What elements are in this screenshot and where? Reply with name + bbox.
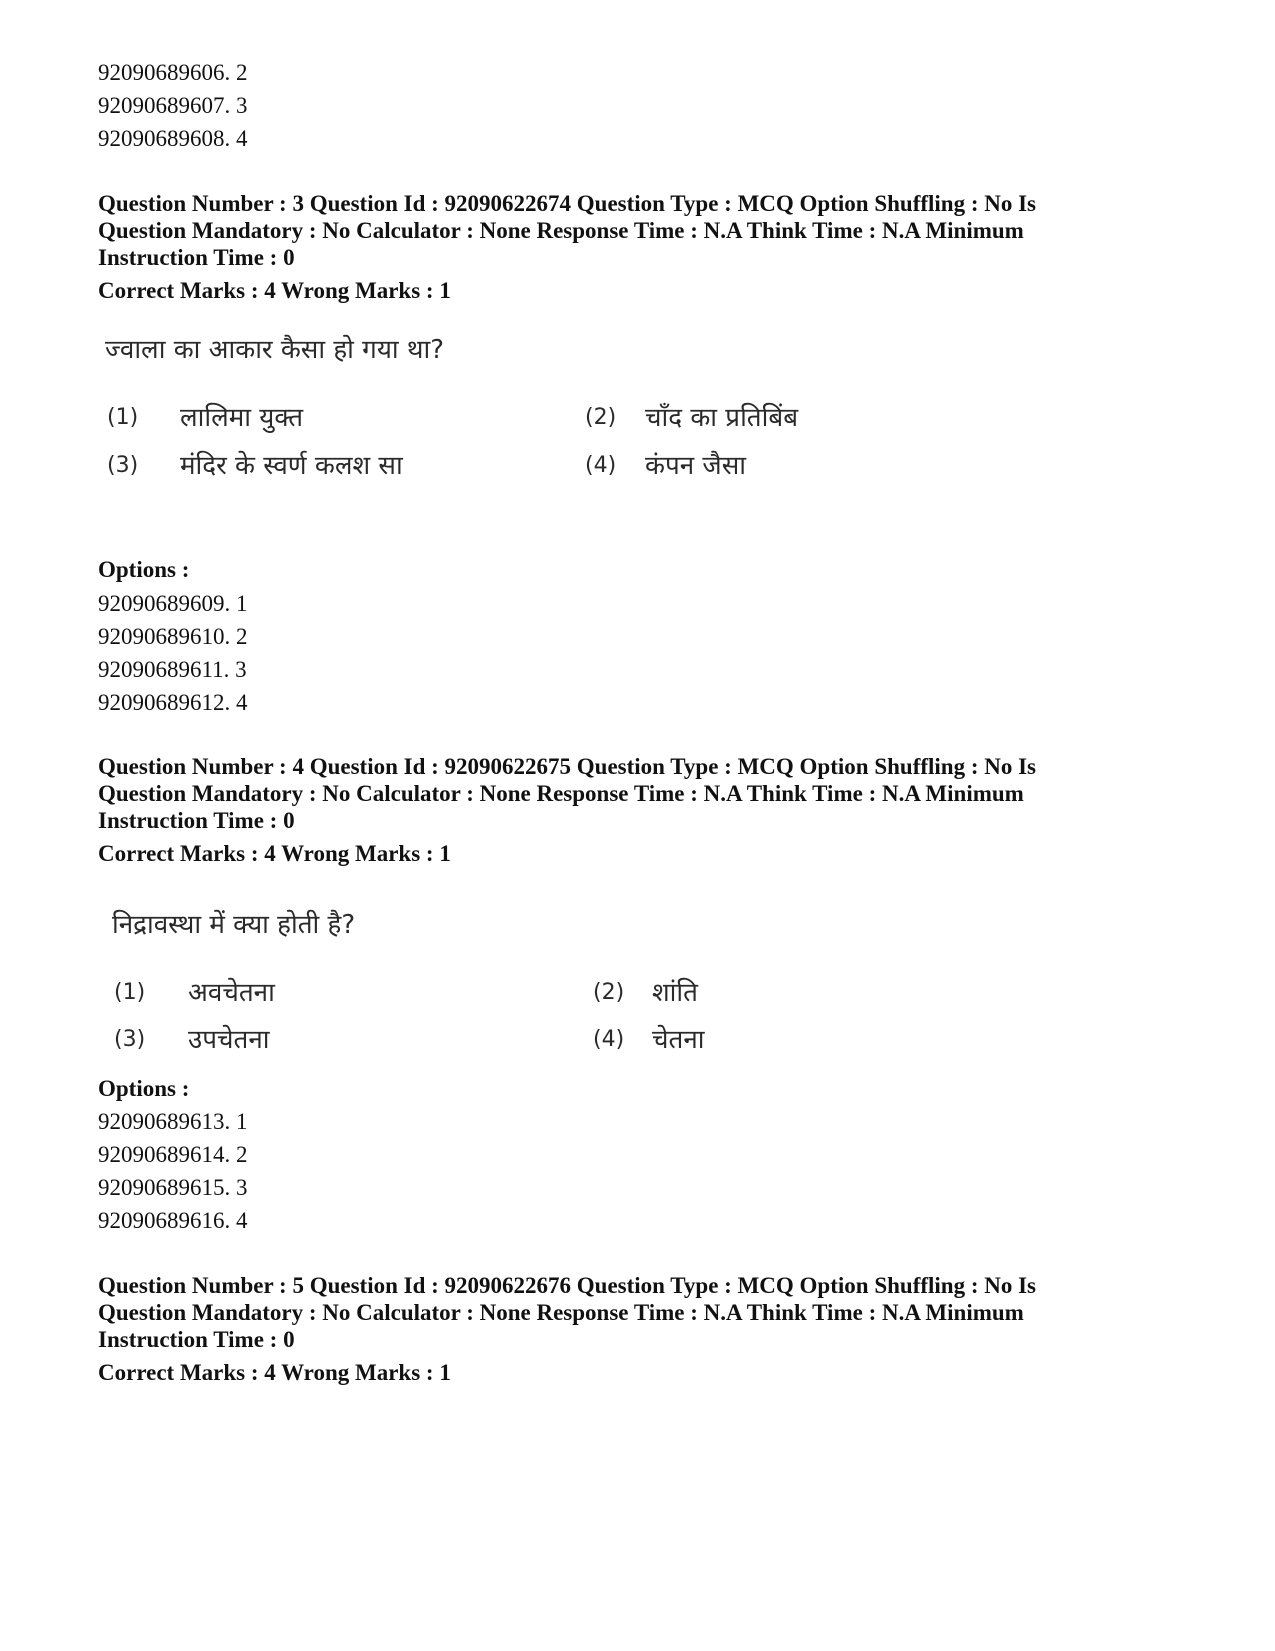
option-line: 92090689609. 1 bbox=[98, 591, 248, 616]
choice-number: (1) bbox=[107, 405, 139, 430]
choice-number: (3) bbox=[107, 453, 139, 478]
option-line: 92090689613. 1 bbox=[98, 1109, 248, 1134]
question-header-line: Question Mandatory : No Calculator : None Response Time : N.A Think Time : N.A Minimum bbox=[98, 781, 1024, 806]
choice-text: चाँद का प्रतिबिंब bbox=[645, 403, 799, 433]
choice-number: (4) bbox=[593, 1027, 625, 1052]
option-line: 92090689610. 2 bbox=[98, 624, 248, 649]
question-header-line: Instruction Time : 0 bbox=[98, 808, 295, 833]
question-stem: निद्रावस्था में क्या होती है? bbox=[112, 910, 356, 940]
choice-text: अवचेतना bbox=[188, 978, 275, 1008]
option-line: 92090689615. 3 bbox=[98, 1175, 248, 1200]
question-header-line: Instruction Time : 0 bbox=[98, 245, 295, 270]
option-line: 92090689606. 2 bbox=[98, 60, 248, 85]
option-line: 92090689614. 2 bbox=[98, 1142, 248, 1167]
question-header-line: Question Mandatory : No Calculator : None Response Time : N.A Think Time : N.A Minimum bbox=[98, 1300, 1024, 1325]
choice-text: लालिमा युक्त bbox=[180, 403, 304, 433]
choice-text: कंपन जैसा bbox=[645, 451, 747, 481]
question-marks: Correct Marks : 4 Wrong Marks : 1 bbox=[98, 1360, 451, 1385]
question-stem: ज्वाला का आकार कैसा हो गया था? bbox=[105, 335, 445, 365]
question-header-line: Question Number : 4 Question Id : 92090622675 Question Type : MCQ Option Shuffling : No Is bbox=[98, 754, 1037, 779]
option-line: 92090689616. 4 bbox=[98, 1208, 248, 1233]
question-marks: Correct Marks : 4 Wrong Marks : 1 bbox=[98, 841, 451, 866]
options-label: Options : bbox=[98, 557, 190, 582]
choice-number: (2) bbox=[593, 980, 625, 1005]
question-header-line: Instruction Time : 0 bbox=[98, 1327, 295, 1352]
choice-number: (4) bbox=[585, 453, 617, 478]
option-line: 92090689607. 3 bbox=[98, 93, 248, 118]
option-line: 92090689611. 3 bbox=[98, 657, 247, 682]
option-line: 92090689608. 4 bbox=[98, 126, 248, 151]
question-marks: Correct Marks : 4 Wrong Marks : 1 bbox=[98, 278, 451, 303]
choice-text: उपचेतना bbox=[188, 1025, 270, 1055]
choice-number: (2) bbox=[585, 405, 617, 430]
choice-number: (1) bbox=[114, 980, 146, 1005]
option-line: 92090689612. 4 bbox=[98, 690, 248, 715]
options-label: Options : bbox=[98, 1076, 190, 1101]
question-header-line: Question Mandatory : No Calculator : None Response Time : N.A Think Time : N.A Minimum bbox=[98, 218, 1024, 243]
choice-text: मंदिर के स्वर्ण कलश सा bbox=[180, 451, 403, 481]
choice-number: (3) bbox=[114, 1027, 146, 1052]
choice-text: शांति bbox=[652, 978, 698, 1008]
question-header-line: Question Number : 3 Question Id : 92090622674 Question Type : MCQ Option Shuffling : No Is bbox=[98, 191, 1037, 216]
choice-text: चेतना bbox=[652, 1025, 705, 1055]
question-header-line: Question Number : 5 Question Id : 92090622676 Question Type : MCQ Option Shuffling : No Is bbox=[98, 1273, 1037, 1298]
